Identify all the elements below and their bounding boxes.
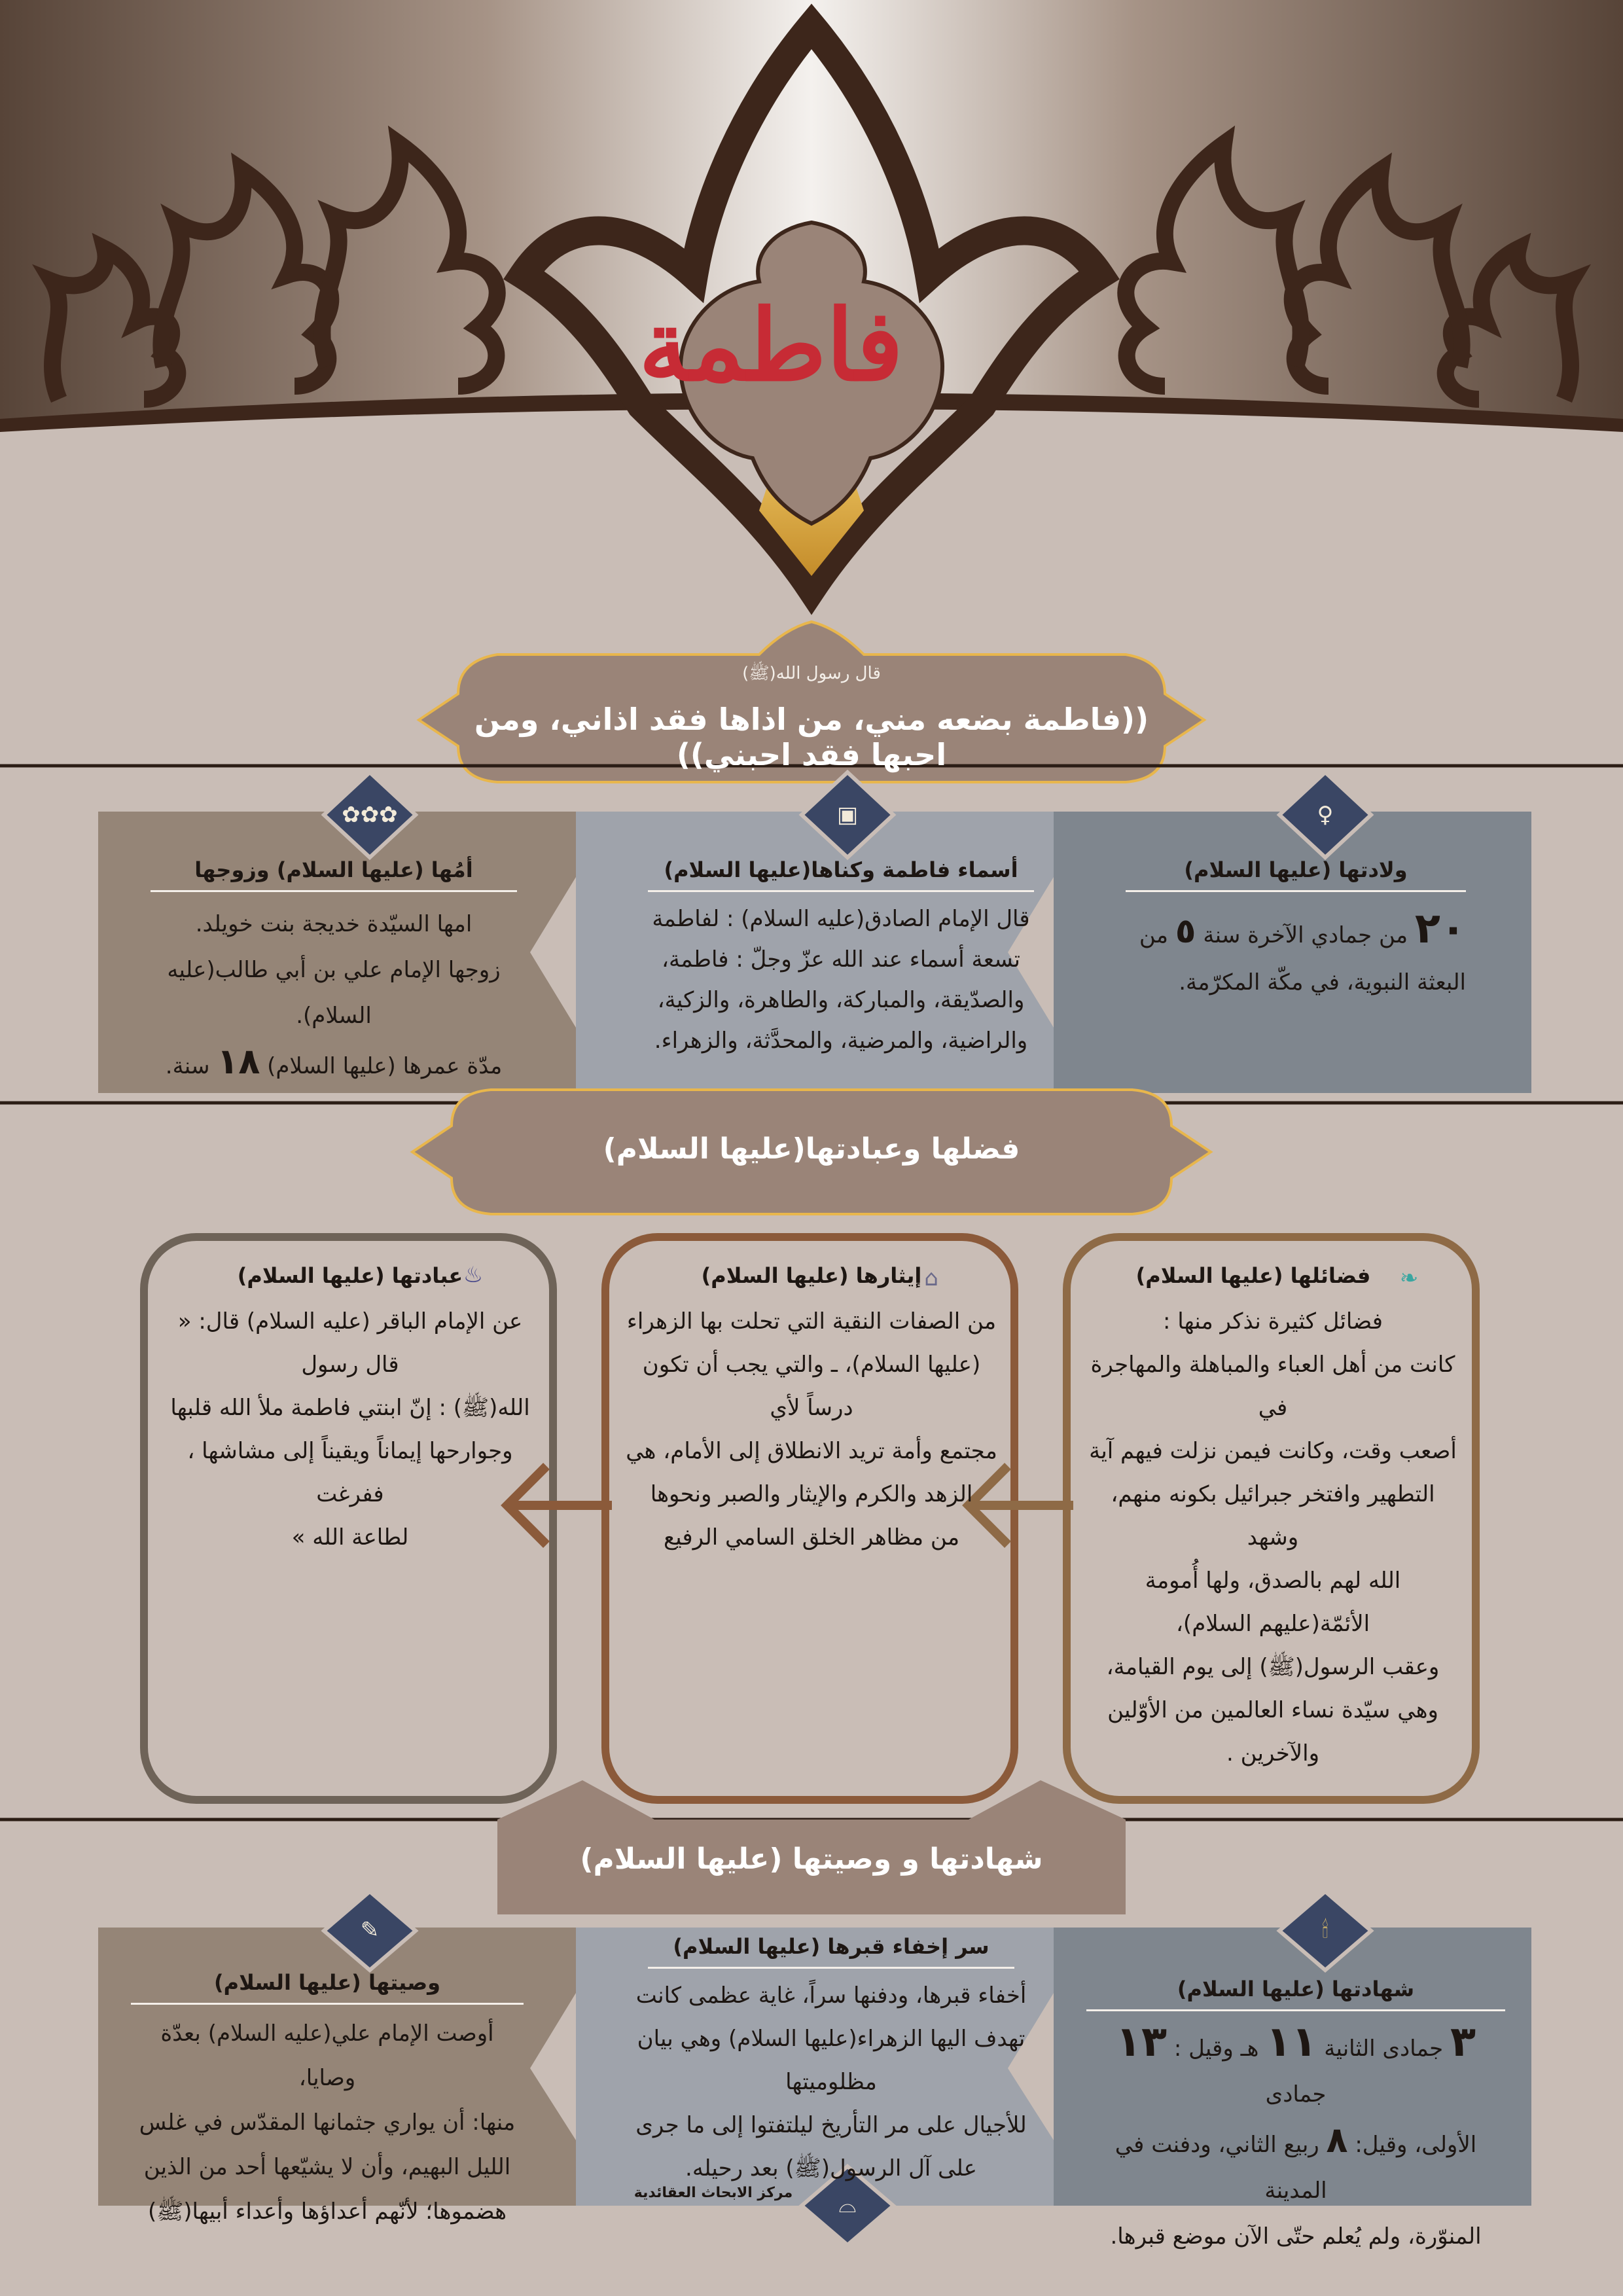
altruism-line: (عليها السلام)، ـ والتي يجب أن تكون درساً لأي xyxy=(642,1352,981,1421)
martyrdom-title: شهادتها (عليها السلام) xyxy=(1086,1977,1505,2011)
names-title: أسماء فاطمة وكناها(عليها السلام) xyxy=(648,857,1034,892)
altruism-title: إيثارها (عليها السلام) xyxy=(701,1263,922,1288)
birth-year: ٥ xyxy=(1175,912,1196,951)
martyrdom-text-2: هـ وقيل : xyxy=(1173,2036,1259,2062)
altruism-line: من مظاهر الخلق السامي الرفيع xyxy=(663,1524,960,1551)
birth-rest: من البعثة النبوية، في مكّة المكرّمة. xyxy=(1139,922,1466,996)
martyrdom-year: ١١ xyxy=(1266,2018,1317,2066)
birth-month-text: من جمادي الآخرة سنة xyxy=(1203,922,1408,948)
worship-line: وجوارحها إيماناً ويقيناً إلى مشاشها ، ففرغت xyxy=(187,1438,513,1507)
doorway-icon: ⌂ xyxy=(924,1265,938,1291)
virtues-line: أصعب وقت، وكانت فيمن نزلت فيهم آية xyxy=(1089,1438,1457,1464)
quote-text: ((فاطمة بضعه مني، من اذاها فقد اذاني، ومن احبها فقد احبني)) xyxy=(474,702,1149,772)
virtues-section xyxy=(1086,1263,1459,1775)
virtues-title: فضائلها (عليها السلام) xyxy=(1135,1263,1371,1288)
mother-line-1: امها السيّدة خديجة بنت خويلد. xyxy=(195,911,473,937)
mother-line-3-post: سنة. xyxy=(165,1053,210,1079)
grave-line: للأجيال على مر التأريخ ليلتفتوا إلى ما جرى xyxy=(635,2112,1027,2138)
scroll-icon: ✎ xyxy=(360,1917,380,1943)
names-line: تسعة أسماء عند الله عزّ وجلّ : فاطمة، xyxy=(662,946,1020,973)
martyrdom-day-3: ٨ xyxy=(1326,2119,1348,2161)
virtues-line: وهي سيّدة نساء العالمين من الأوّلين xyxy=(1107,1697,1438,1723)
martyrdom-day-1: ٣ xyxy=(1450,2018,1476,2066)
virtues-line: والآخرين . xyxy=(1226,1740,1319,1767)
altruism-line: من الصفات النقية التي تحلت بها الزهراء xyxy=(626,1308,997,1335)
mother-line-3-pre: مدّة عمرها (عليها السلام) xyxy=(267,1053,503,1079)
worship-title: عبادتها (عليها السلام) xyxy=(237,1263,463,1288)
mother-age: ١٨ xyxy=(217,1041,260,1082)
mother-title: أمُها (عليها السلام) وزوجها xyxy=(151,857,517,892)
grave-title: سر إخفاء قبرها (عليها السلام) xyxy=(648,1934,1014,1969)
martyrdom-text-3: جمادى xyxy=(1265,2081,1327,2108)
birth-section xyxy=(1126,857,1466,1006)
birth-day: ٢٠ xyxy=(1414,905,1466,953)
virtues-line: وعقب الرسول(ﷺ) إلى يوم القيامة، xyxy=(1106,1654,1440,1680)
grave-line: تهدف اليها الزهراء(عليها السلام) وهي بيان مظلوميتها xyxy=(637,2026,1026,2095)
martyrdom-text-1: جمادى الثانية xyxy=(1324,2036,1444,2062)
will-line: هضموها؛ لأنّهم أعداؤها وأعداء أبيها(ﷺ) xyxy=(147,2198,507,2225)
quote-attribution: قال رسول الله(ﷺ) xyxy=(742,664,881,683)
worship-section xyxy=(160,1263,540,1559)
virtues-line: التطهير وافتخر جبرائيل بكونه منهم، وشهد xyxy=(1111,1481,1435,1551)
lamp-icon: ♨ xyxy=(463,1262,484,1288)
virtues-line: الله لهم بالصدق، ولها أُمومة الأئمّة(عليهم السلام)، xyxy=(1145,1568,1401,1637)
martyrdom-line-3: المنوّرة، ولم يُعلم حتّى الآن موضع قبرها. xyxy=(1110,2223,1482,2250)
virtues-line: كانت من أهل العباء والمباهلة والمهاجرة في xyxy=(1090,1352,1455,1421)
kaaba-icon: ▣ xyxy=(836,802,859,828)
martyrdom-section xyxy=(1086,1977,1505,2259)
worship-line: لطاعة الله » xyxy=(291,1524,409,1551)
will-section xyxy=(131,1970,524,2234)
names-line: والصدّيقة، والمباركة، والطاهرة، والزكية، xyxy=(657,987,1025,1013)
names-line: قال الإمام الصادق(عليه السلام) : لفاطمة xyxy=(652,906,1030,932)
altruism-line: الزهد والكرم والإيثار والصبر ونحوها xyxy=(650,1481,973,1507)
grave-icon: ⌓ xyxy=(838,2192,857,2218)
grave-line: على آل الرسول(ﷺ) بعد رحيله. xyxy=(685,2155,977,2181)
martyrdom-text-5: ربيع الثاني، ودفنت في المدينة xyxy=(1115,2132,1327,2204)
altruism-line: مجتمع وأمة تريد الانطلاق إلى الأمام، هي xyxy=(626,1438,997,1464)
candle-icon: 🕯 xyxy=(1322,1917,1329,1943)
footer-credit: مركز الابحاث العقائدية xyxy=(633,2185,793,2201)
martyrdom-banner-title: شهادتها و وصيتها (عليها السلام) xyxy=(580,1842,1043,1876)
birth-title: ولادتها (عليها السلام) xyxy=(1126,857,1466,892)
fatima-calligraphy: فاطمة xyxy=(639,288,903,403)
martyrdom-day-2: ١٣ xyxy=(1115,2018,1168,2066)
altruism-section xyxy=(625,1263,998,1559)
worship-line: عن الإمام الباقر (عليه السلام) قال: « قال رسول xyxy=(177,1308,523,1378)
will-line: أوصت الإمام علي(عليه السلام) بعدّة وصايا، xyxy=(160,2020,494,2091)
names-line: والراضية، والمرضية، والمحدَّثة، والزهراء. xyxy=(654,1028,1028,1054)
grave-section xyxy=(628,1934,1034,2190)
will-title: وصيتها (عليها السلام) xyxy=(131,1970,524,2005)
flowers-icon: ✿✿✿ xyxy=(342,802,398,828)
girl-icon: ♀ xyxy=(1317,802,1334,828)
quran-icon: ❧ xyxy=(1399,1265,1419,1291)
will-line: منها: أن يواري جثمانها المقدّس في غلس xyxy=(139,2109,516,2136)
virtues-line: فضائل كثيرة نذكر منها : xyxy=(1162,1308,1383,1335)
names-section xyxy=(648,857,1034,1061)
will-line: الليل البهيم، وأن لا يشيّعها أحد من الذين xyxy=(143,2154,511,2180)
mother-section xyxy=(151,857,517,1089)
mother-line-2: زوجها الإمام علي بن أبي طالب(عليه السلام). xyxy=(167,957,501,1029)
grave-line: أخفاء قبرها، ودفنها سراً، غاية عظمى كانت xyxy=(635,1982,1027,2009)
martyrdom-text-4: الأولى، وقيل: xyxy=(1355,2132,1477,2158)
worship-line: الله(ﷺ) : إنّ ابنتي فاطمة ملأ الله قلبها xyxy=(170,1395,530,1421)
virtues-banner-title: فضلها وعبادتها(عليها السلام) xyxy=(603,1132,1020,1166)
